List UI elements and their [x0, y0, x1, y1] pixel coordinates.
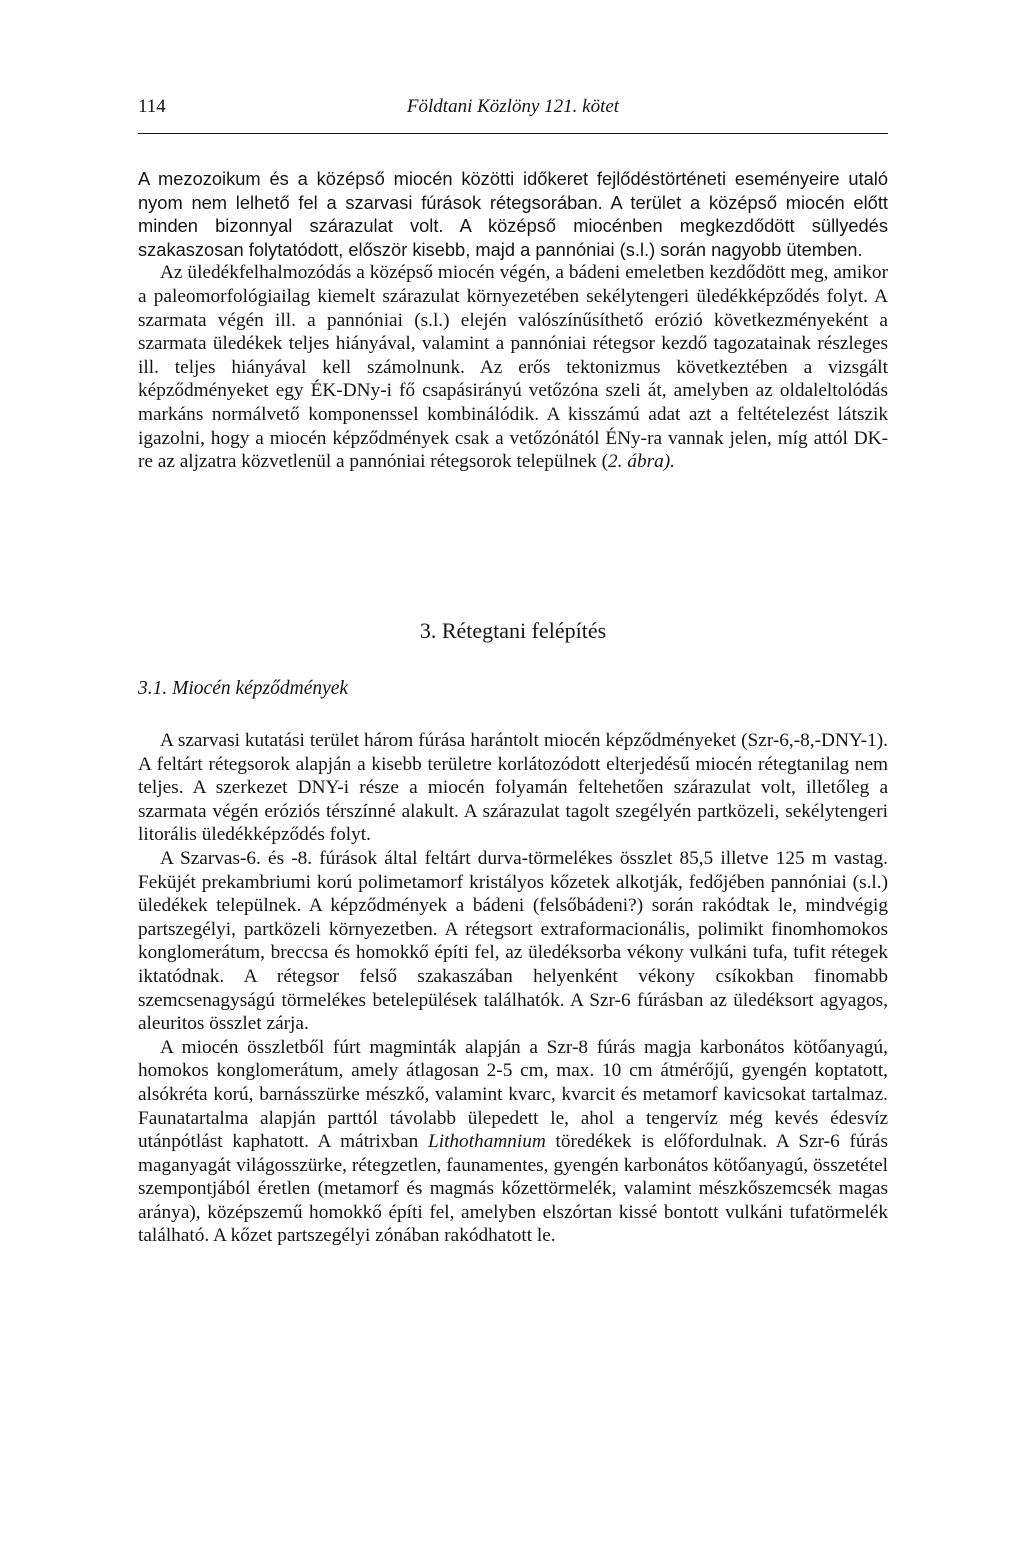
paragraph: A szarvasi kutatási terület három fúrása harántolt miocén képződményeket (Szr-6,-8,-DNY-1). A feltárt rétegsorok alapján a kisebb területre korlátozódott elterjedésű miocén rétegtanilag nem teljes. A szerkezet DNY-i része a miocén folyamán feltehetően szárazulat volt, illetőleg a szarmata végén eróziós térszínné alakult. A szárazulat tagolt szegélyén partközeli, sekélytengeri litorális üledékképződés folyt.	[138, 730, 888, 846]
paragraph-text: A miocén összletből fúrt magminták alapján a Szr-8 fúrás magja karbonátos kötőanyagú, homokos konglomerátum, amely átlagosan 2-5 cm, max. 10 cm átmérőjű, gyengén koptatott, alsókréta korú, barnásszürke mészkő, valamint kvarc, kvarcit és metamorf kavicsokat tartalmaz. Faunatartalma alapján parttól távolabb ülepedett le, ahol a tengervíz még kevés édesvíz utánpótlást kaphatott. A mátrixban	[138, 1036, 888, 1153]
figure-reference: 2. ábra).	[608, 451, 675, 473]
paragraph	[138, 261, 888, 473]
paragraph: A Szarvas-6. és -8. fúrások által feltárt durva-törmelékes összlet 85,5 illetve 125 m vastag. Feküjét prekambriumi korú polimetamorf kristályos kőzetek alkotják, fedőjében pannóniai (s.l.) üledékek települnek. A képződmények a bádeni (felsőbádeni?) során rakódtak le, mindvégig partszegélyi, partközeli környezetben. A rétegsort extraformacionális, polimikt finomhomokos konglomerátum, breccsa és homokkő építi fel, az üledéksorba vékony vulkáni tufa, tufit rétegek iktatódnak. A rétegsor felső szakaszában helyenként vékony csíkokban finomabb szemcsenagyságú törmelékes betelepülések találhatók. A Szr-6 fúrásban az üledéksort agyagos, aleuritos összlet zárja.	[138, 847, 888, 1035]
taxon-name: Lithothamnium	[427, 1131, 546, 1153]
subsection-text	[138, 729, 888, 1248]
paragraph-text-end: töredékek is előfordulnak. A Szr-6 fúrás maganyagát világosszürke, rétegzetlen, faunamentes, gyengén karbonátos kötőanyagú, összetétel szempontjából éretlen (metamorf és magmás kőzettörmelék, valamint mészkőszemcsék magas aránya), középszemű homokkő építi fel, amelyben elszórtan kissé bontott vulkáni tufatörmelék található. A kőzet partszegélyi zónában rakódhatott le.	[138, 1131, 888, 1247]
section-2-text	[138, 167, 888, 474]
header-rule	[138, 133, 888, 134]
paragraph-text: Az üledékfelhalmozódás a középső miocén végén, a bádeni emeletben kezdődött meg, amikor a paleomorfológiailag kiemelt szárazulat környezetében sekélytengeri üledékképződés folyt. A szarmata végén ill. a pannóniai (s.l.) elején valószínűsíthető erózió következményeként a szarmata üledékek teljes hiányával, valamint a pannóniai rétegsor kezdő tagozatainak részleges ill. teljes hiányával kell számolnunk. Az erős tektonizmus következtében a vizsgált képződményeket egy ÉK-DNy-i fő csapásirányú vetőzóna szeli át, amelyben az oldaleltolódás markáns normálvető komponenssel kombinálódik. A kisszámú adat azt a feltételezést látszik igazolni, hogy a miocén képződmények csak a vetőzónától ÉNy-ra vannak jelen, míg attól DK-re az aljzatra közvetlenül a pannóniai rétegsorok települnek (	[138, 262, 888, 473]
section-heading: 3. Rétegtani felépítés	[419, 618, 607, 643]
page-number: 114	[138, 96, 166, 117]
paragraph	[138, 1036, 888, 1248]
journal-title: Földtani Közlöny 121. kötet	[406, 96, 620, 117]
page-header	[138, 96, 888, 126]
paragraph: A mezozoikum és a középső miocén közötti időkeret fejlődéstörténeti eseményeire utaló nyom nem lelhető fel a szarvasi fúrások rétegsorában. A terület a középső miocén előtt minden bizonnyal szárazulat volt. A középső miocénben megkezdődött süllyedés szakaszosan folytatódott, először kisebb, majd a pannóniai (s.l.) során nagyobb ütemben.	[138, 168, 888, 260]
subsection-heading: 3.1. Miocén képződmények	[138, 678, 349, 699]
